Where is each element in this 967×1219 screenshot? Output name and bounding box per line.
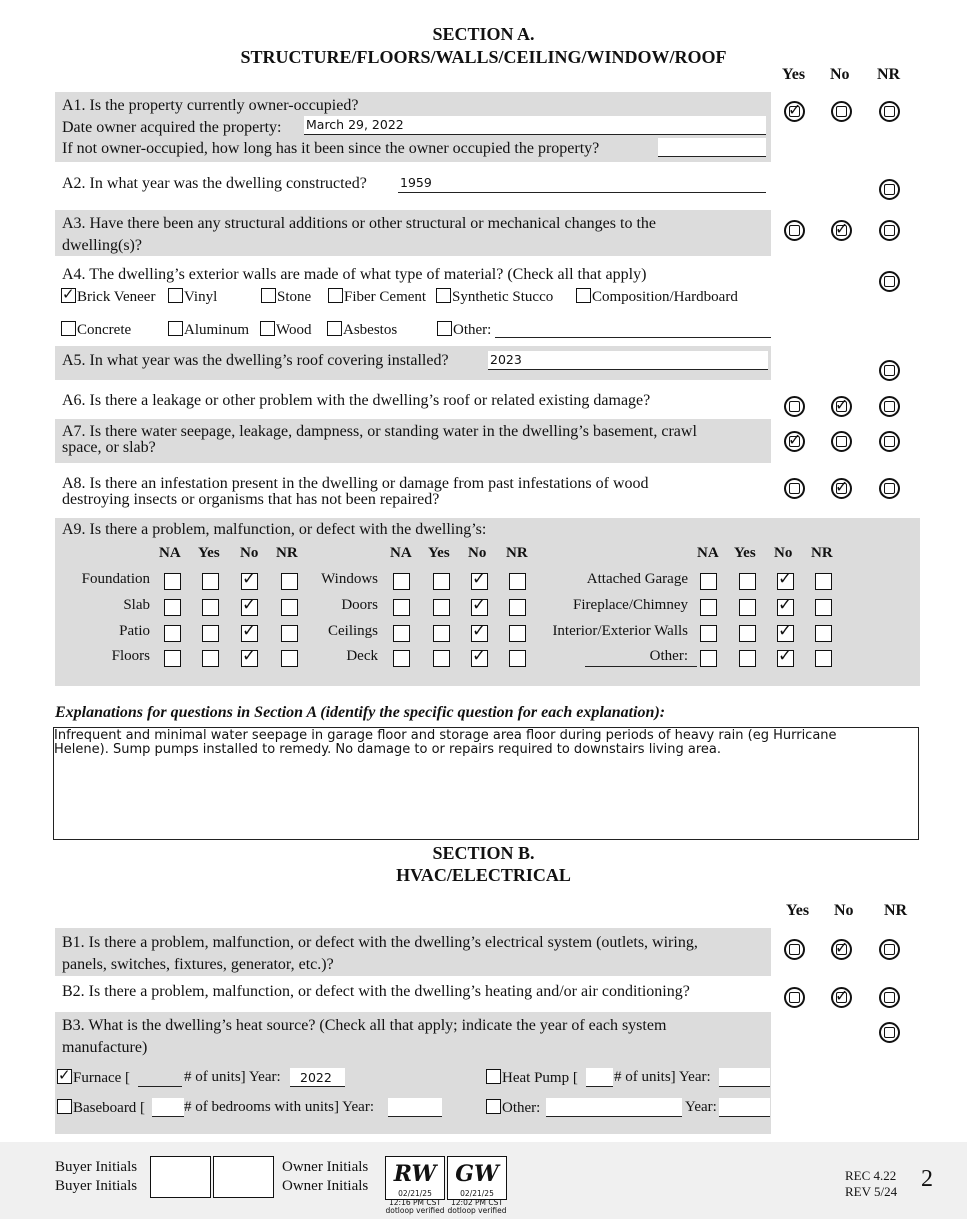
b3-baseboard-units-field[interactable] [152, 1098, 184, 1117]
b3-question-cont: manufacture) [62, 1039, 148, 1056]
a9-label-slab: Slab [123, 597, 150, 613]
a9-header-na: NA [697, 545, 719, 561]
b1-question-cont: panels, switches, fixtures, generator, etc.)? [62, 956, 334, 973]
a9-fireplace-chimney-no-checkbox[interactable]: ✓ [778, 595, 793, 615]
a9-foundation-na-checkbox[interactable] [164, 573, 181, 590]
b3-furnace-units-field[interactable] [138, 1086, 182, 1087]
a4-other-option[interactable]: Other: [437, 321, 491, 339]
buyer-initials-box-1[interactable] [150, 1156, 211, 1198]
a3-no-checkbox[interactable]: ✓ [831, 220, 852, 241]
a1-date-value: March 29, 2022 [306, 117, 404, 132]
b3-baseboard-option[interactable]: Baseboard [ [57, 1099, 145, 1117]
a9-header-yes: Yes [734, 545, 756, 561]
a9-other-na-checkbox[interactable] [700, 650, 717, 667]
a9-fireplace-chimney-yes-checkbox[interactable] [739, 599, 756, 616]
a9-attached-garage-nr-checkbox[interactable] [815, 573, 832, 590]
a3-nr-checkbox[interactable] [879, 220, 900, 241]
a9-fireplace-chimney-na-checkbox[interactable] [700, 599, 717, 616]
section-b-subtitle: HVAC/ELECTRICAL [396, 865, 571, 885]
a4-stone-option[interactable]: Stone [261, 288, 311, 306]
a8-nr-checkbox[interactable] [879, 478, 900, 499]
b-col-yes-header: Yes [786, 902, 810, 919]
b2-question: B2. Is there a problem, malfunction, or defect with the dwelling’s heating and/or air conditioning? [62, 983, 690, 1000]
a8-no-checkbox[interactable]: ✓ [831, 478, 852, 499]
a9-ceilings-nr-checkbox[interactable] [509, 625, 526, 642]
a4-composition-option[interactable]: Composition/Hardboard [576, 288, 738, 306]
a9-windows-nr-checkbox[interactable] [509, 573, 526, 590]
b3-heat-pump-option[interactable]: Heat Pump [ [486, 1069, 578, 1087]
a9-patio-no-checkbox[interactable]: ✓ [242, 621, 257, 641]
explanation-line-2: Helene). Sump pumps installed to remedy. No damage to or repairs required to downstairs living area. [54, 742, 721, 757]
b3-furnace-option[interactable]: ✓ Furnace [ [58, 1066, 131, 1086]
a9-interior-exterior-walls-na-checkbox[interactable] [700, 625, 717, 642]
b3-furnace-checkbox[interactable]: ✓ [58, 1066, 71, 1084]
a9-label-interior-exterior-walls: Interior/Exterior Walls [552, 623, 688, 639]
buyer-initials-box-2[interactable] [213, 1156, 274, 1198]
buyer-initials-label-2: Buyer Initials [55, 1178, 138, 1194]
a1-date-label: Date owner acquired the property: [62, 119, 282, 136]
a4-vinyl-option[interactable]: Vinyl [168, 288, 217, 306]
a9-slab-yes-checkbox[interactable] [202, 599, 219, 616]
section-a-title: SECTION A. [432, 24, 535, 44]
b-col-no-header: No [834, 902, 854, 919]
b3-other-field[interactable] [546, 1098, 682, 1117]
b1-nr-checkbox[interactable] [879, 939, 900, 960]
a8-question-cont: destroying insects or organisms that has not been repaired? [62, 491, 440, 508]
b3-baseboard-year-field[interactable] [388, 1098, 442, 1117]
a9-ceilings-yes-checkbox[interactable] [433, 625, 450, 642]
a2-question: A2. In what year was the dwelling constructed? [62, 175, 367, 192]
a6-no-checkbox[interactable]: ✓ [831, 396, 852, 417]
a9-slab-na-checkbox[interactable] [164, 599, 181, 616]
section-b-title: SECTION B. [432, 843, 535, 863]
a9-windows-na-checkbox[interactable] [393, 573, 410, 590]
a4-wood-option[interactable]: Wood [260, 321, 311, 339]
form-revision: REV 5/24 [845, 1184, 898, 1199]
owner-1-time: 12:16 PM CST [389, 1198, 441, 1207]
a2-year-field[interactable] [398, 174, 766, 193]
section-a-subtitle: STRUCTURE/FLOORS/WALLS/CEILING/WINDOW/ROOF [240, 47, 727, 67]
buyer-initials-label-1: Buyer Initials [55, 1159, 138, 1175]
a9-header-no: No [774, 545, 793, 561]
a2-nr-checkbox[interactable] [879, 179, 900, 200]
a9-other-field[interactable] [585, 666, 697, 667]
a9-foundation-no-checkbox[interactable]: ✓ [242, 569, 257, 589]
a4-other-field[interactable] [495, 337, 771, 338]
b3-baseboard-units-label: # of bedrooms with units] Year: [184, 1099, 374, 1115]
a4-fiber-cement-option[interactable]: Fiber Cement [328, 288, 426, 306]
a7-question-cont: space, or slab? [62, 439, 156, 456]
a5-nr-checkbox[interactable] [879, 360, 900, 381]
a9-other-nr-checkbox[interactable] [815, 650, 832, 667]
owner-signature-rw: RW [393, 1161, 437, 1187]
explanation-line-1: Infrequent and minimal water seepage in garage floor and storage area floor during periods of heavy rain (eg Hurricane [54, 728, 837, 743]
a8-yes-checkbox[interactable] [784, 478, 805, 499]
owner-initials-label-1: Owner Initials [282, 1159, 369, 1175]
b2-yes-checkbox[interactable] [784, 987, 805, 1008]
a9-doors-no-checkbox[interactable]: ✓ [472, 595, 487, 615]
form-code: REC 4.22 [845, 1168, 897, 1183]
a9-header-no: No [468, 545, 487, 561]
a7-no-checkbox[interactable] [831, 431, 852, 452]
a9-label-ceilings: Ceilings [327, 623, 378, 639]
a4-aluminum-option[interactable]: Aluminum [168, 321, 249, 339]
a9-attached-garage-no-checkbox[interactable]: ✓ [778, 569, 793, 589]
a9-doors-na-checkbox[interactable] [393, 599, 410, 616]
a6-yes-checkbox[interactable] [784, 396, 805, 417]
b3-other-year-label: Year: [685, 1099, 717, 1115]
a7-question: A7. Is there water seepage, leakage, dampness, or standing water in the dwelling’s basement, crawl [62, 423, 697, 440]
a9-label-fireplace-chimney: Fireplace/Chimney [573, 597, 688, 613]
a9-label-doors: Doors [341, 597, 378, 613]
a9-header-yes: Yes [428, 545, 450, 561]
a9-fireplace-chimney-nr-checkbox[interactable] [815, 599, 832, 616]
b3-heat-pump-units-field[interactable] [586, 1068, 613, 1087]
owner-1-date: 02/21/25 [398, 1189, 432, 1198]
a1-nr-checkbox[interactable] [879, 101, 900, 122]
a4-brick-veneer-option[interactable]: ✓ Brick Veneer [62, 285, 156, 305]
a8-question: A8. Is there an infestation present in the dwelling or damage from past infestations of wood [62, 475, 649, 492]
a9-foundation-nr-checkbox[interactable] [281, 573, 298, 590]
a9-other-yes-checkbox[interactable] [739, 650, 756, 667]
b3-other-option[interactable]: Other: [486, 1099, 540, 1117]
a4-asbestos-option[interactable]: Asbestos [327, 321, 397, 339]
b1-no-checkbox[interactable]: ✓ [831, 939, 852, 960]
b3-heat-pump-units-label: # of units] Year: [614, 1069, 711, 1085]
a9-slab-nr-checkbox[interactable] [281, 599, 298, 616]
b3-furnace-year-field[interactable] [290, 1068, 345, 1087]
b2-no-checkbox[interactable]: ✓ [831, 987, 852, 1008]
a9-label-attached-garage: Attached Garage [586, 571, 688, 587]
a9-interior-exterior-walls-no-checkbox[interactable]: ✓ [778, 621, 793, 641]
a5-year-value: 2023 [490, 352, 522, 367]
a1-not-occupied-question: If not owner-occupied, how long has it been since the owner occupied the property? [62, 140, 600, 157]
a9-doors-yes-checkbox[interactable] [433, 599, 450, 616]
a9-interior-exterior-walls-yes-checkbox[interactable] [739, 625, 756, 642]
a5-question: A5. In what year was the dwelling’s roof covering installed? [62, 352, 449, 369]
a4-brick-checkbox[interactable]: ✓ [62, 285, 75, 303]
a9-attached-garage-na-checkbox[interactable] [700, 573, 717, 590]
col-yes-header: Yes [782, 66, 806, 83]
a9-floors-na-checkbox[interactable] [164, 650, 181, 667]
a9-label-patio: Patio [119, 623, 150, 639]
a9-windows-yes-checkbox[interactable] [433, 573, 450, 590]
a9-header-nr: NR [276, 545, 298, 561]
a4-question: A4. The dwelling’s exterior walls are made of what type of material? (Check all that apply) [62, 266, 647, 283]
a9-label-deck: Deck [346, 648, 378, 664]
a9-patio-na-checkbox[interactable] [164, 625, 181, 642]
a9-other-no-checkbox[interactable]: ✓ [778, 646, 793, 666]
b3-heat-pump-year-field[interactable] [719, 1068, 770, 1087]
a9-label-foundation: Foundation [81, 571, 150, 587]
b3-furnace-units-label: # of units] Year: [184, 1069, 281, 1085]
a9-patio-yes-checkbox[interactable] [202, 625, 219, 642]
col-nr-header: NR [877, 66, 901, 83]
a9-deck-na-checkbox[interactable] [393, 650, 410, 667]
a9-header-na: NA [390, 545, 412, 561]
a3-yes-checkbox[interactable] [784, 220, 805, 241]
a1-not-occupied-field[interactable] [658, 138, 766, 157]
b-col-nr-header: NR [884, 902, 908, 919]
a9-deck-yes-checkbox[interactable] [433, 650, 450, 667]
a1-no-checkbox[interactable] [831, 101, 852, 122]
a9-label-other: Other: [649, 648, 688, 664]
owner-signature-gw: GW [455, 1161, 499, 1187]
b3-furnace-year-value: 2022 [300, 1070, 332, 1085]
a9-header-nr: NR [506, 545, 528, 561]
col-no-header: No [830, 66, 850, 83]
a9-label-floors: Floors [111, 648, 150, 664]
a9-header-no: No [240, 545, 259, 561]
a2-year-value: 1959 [400, 175, 432, 190]
a9-patio-nr-checkbox[interactable] [281, 625, 298, 642]
owner-2-verified: dotloop verified [447, 1206, 507, 1215]
a7-nr-checkbox[interactable] [879, 431, 900, 452]
owner-2-time: 12:02 PM CST [451, 1198, 503, 1207]
owner-2-date: 02/21/25 [460, 1189, 494, 1198]
a1-question: A1. Is the property currently owner-occupied? [62, 97, 359, 114]
a5-year-field[interactable] [488, 351, 768, 370]
a9-header-na: NA [159, 545, 181, 561]
a9-deck-no-checkbox[interactable]: ✓ [472, 646, 487, 666]
owner-1-verified: dotloop verified [385, 1206, 445, 1215]
a6-nr-checkbox[interactable] [879, 396, 900, 417]
a9-ceilings-no-checkbox[interactable]: ✓ [472, 621, 487, 641]
explanations-label: Explanations for questions in Section A (identify the specific question for each explanation): [55, 704, 666, 721]
a4-nr-checkbox[interactable] [879, 271, 900, 292]
a3-question: A3. Have there been any structural additions or other structural or mechanical changes to the [62, 215, 656, 232]
owner-initials-box-2[interactable] [447, 1156, 507, 1200]
a9-header-yes: Yes [198, 545, 220, 561]
a9-foundation-yes-checkbox[interactable] [202, 573, 219, 590]
a9-windows-no-checkbox[interactable]: ✓ [472, 569, 487, 589]
a1-yes-checkbox[interactable]: ✓ [784, 101, 805, 122]
a9-question: A9. Is there a problem, malfunction, or defect with the dwelling’s: [62, 521, 487, 538]
a4-concrete-option[interactable]: Concrete [61, 321, 131, 339]
a1-date-field[interactable] [304, 116, 766, 135]
b1-question: B1. Is there a problem, malfunction, or defect with the dwelling’s electrical system (outlets, wiring, [62, 934, 698, 951]
a9-doors-nr-checkbox[interactable] [509, 599, 526, 616]
page-number: 2 [921, 1166, 933, 1192]
a4-synthetic-stucco-option[interactable]: Synthetic Stucco [436, 288, 553, 306]
a9-deck-nr-checkbox[interactable] [509, 650, 526, 667]
a9-interior-exterior-walls-nr-checkbox[interactable] [815, 625, 832, 642]
b3-nr-checkbox[interactable] [879, 1022, 900, 1043]
a7-yes-checkbox[interactable]: ✓ [784, 431, 805, 452]
b2-nr-checkbox[interactable] [879, 987, 900, 1008]
b1-yes-checkbox[interactable] [784, 939, 805, 960]
b3-other-year-field[interactable] [719, 1098, 770, 1117]
a9-attached-garage-yes-checkbox[interactable] [739, 573, 756, 590]
a9-header-nr: NR [811, 545, 833, 561]
a6-question: A6. Is there a leakage or other problem with the dwelling’s roof or related existing damage? [62, 392, 651, 409]
b3-question: B3. What is the dwelling’s heat source? (Check all that apply; indicate the year of each system [62, 1017, 667, 1034]
a9-ceilings-na-checkbox[interactable] [393, 625, 410, 642]
a3-question-cont: dwelling(s)? [62, 237, 142, 254]
owner-initials-label-2: Owner Initials [282, 1178, 369, 1194]
a9-floors-yes-checkbox[interactable] [202, 650, 219, 667]
a9-floors-nr-checkbox[interactable] [281, 650, 298, 667]
a9-floors-no-checkbox[interactable]: ✓ [242, 646, 257, 666]
a9-slab-no-checkbox[interactable]: ✓ [242, 595, 257, 615]
a9-label-windows: Windows [321, 571, 378, 587]
owner-initials-box-1[interactable] [385, 1156, 445, 1200]
